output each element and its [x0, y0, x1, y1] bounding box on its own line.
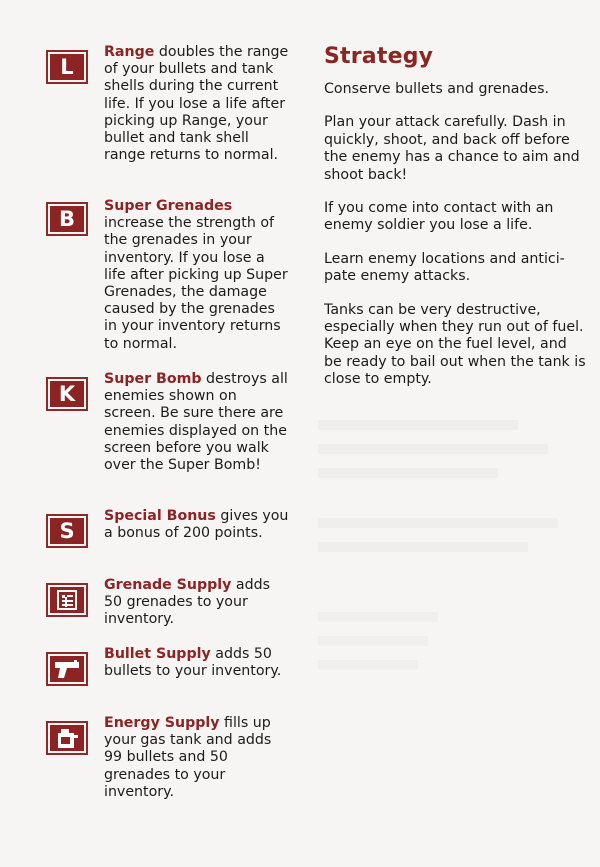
powerup-text: fills up your gas tank and adds 99 bullets and 50 grenades to your inventory. [104, 715, 272, 800]
powerup-description [104, 371, 289, 474]
powerup-name: Range [104, 44, 155, 60]
letter-b-icon [46, 202, 88, 236]
powerup-name: Super Bomb [104, 371, 202, 387]
powerup-text: gives you a bonus of 200 points. [104, 508, 289, 542]
letter-s-icon [46, 514, 88, 548]
powerup-description [104, 715, 289, 801]
powerup-description [104, 508, 289, 542]
icon-letter: L [50, 54, 84, 80]
powerup-text: destroys all enemies shown on screen. Be sure there are enemies displayed on the screen before you walk over the Super Bomb! [104, 371, 288, 474]
powerup-description [104, 577, 289, 629]
powerup-text: adds 50 grenades to your inventory. [104, 577, 271, 628]
strategy-section [324, 44, 586, 405]
strategy-heading: Strategy [324, 44, 434, 69]
powerup-name: Super Grenades [104, 198, 233, 214]
strategy-paragraph: Tanks can be very destructive, especially when they run out of fuel. Keep an eye on the fuel level, and be ready to bail out when the tank is close to empty. [324, 301, 586, 388]
strategy-paragraph: Plan your attack carefully. Dash in quickly, shoot, and back off before the enemy has a chance to aim and shoot back! [324, 114, 580, 183]
powerup-description [104, 646, 289, 680]
bleed-through-decoration [318, 420, 568, 800]
grenade-supply-icon [46, 583, 88, 617]
icon-letter: B [50, 206, 84, 232]
fuel-can-icon [46, 721, 88, 755]
powerup-name: Grenade Supply [104, 577, 232, 593]
icon-letter: S [50, 518, 84, 544]
strategy-paragraph: If you come into contact with an enemy soldier you lose a life. [324, 200, 554, 234]
powerup-text: adds 50 bullets to your inventory. [104, 646, 282, 680]
gun-icon [46, 652, 88, 686]
powerup-name: Energy Supply [104, 715, 220, 731]
powerup-name: Special Bonus [104, 508, 216, 524]
letter-k-icon [46, 377, 88, 411]
strategy-paragraph: Conserve bullets and grenades. [324, 81, 550, 97]
icon-letter: K [50, 381, 84, 407]
powerup-description [104, 198, 289, 353]
fuel-can-glyph [55, 727, 79, 749]
powerup-name: Bullet Supply [104, 646, 211, 662]
grenade-glyph [56, 590, 78, 610]
gun-glyph [54, 659, 80, 679]
letter-l-icon [46, 50, 88, 84]
strategy-paragraph: Learn enemy locations and antici-pate enemy attacks. [324, 250, 565, 285]
powerup-description [104, 44, 289, 164]
powerup-text: doubles the range of your bullets and tank shells during the current life. If you lose a life after picking up Range, your bullet and tank shell range returns to normal. [104, 44, 289, 164]
powerup-text: increase the strength of the grenades in your inventory. If you lose a life after picking up Super Grenades, the damage caused by the grenades in your inventory returns to normal. [104, 215, 288, 352]
